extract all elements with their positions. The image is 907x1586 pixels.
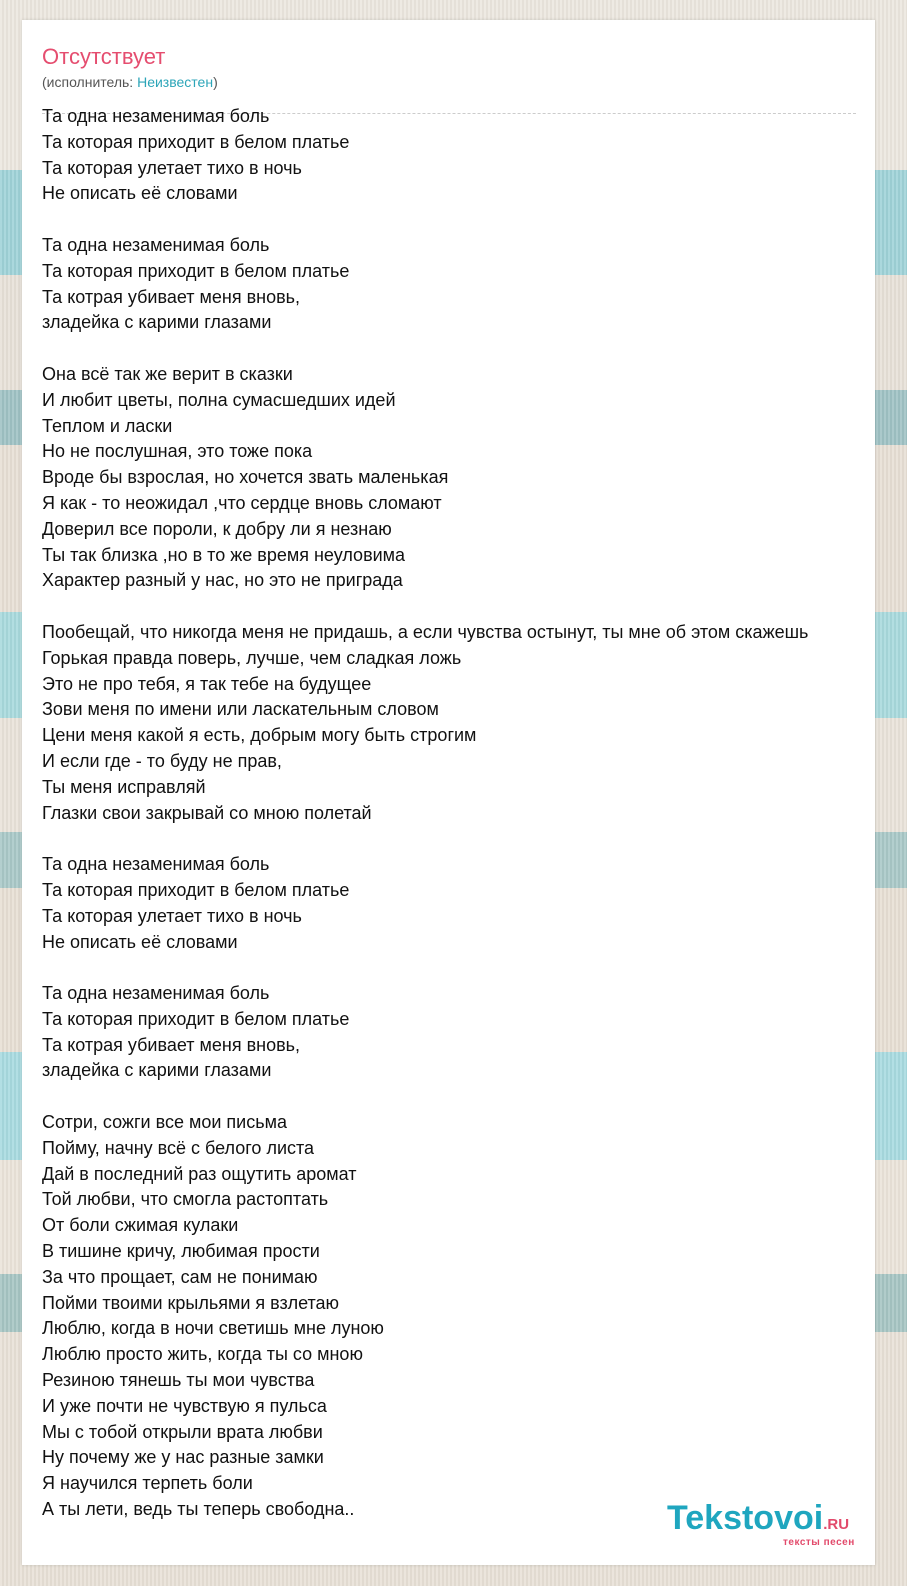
artist-link[interactable]: Неизвестен [137, 74, 214, 90]
lyrics-line: А ты лети, ведь ты теперь свободна.. [42, 1499, 355, 1520]
lyrics-line: Теплом и ласки [42, 415, 173, 436]
lyrics-line: Ну почему же у нас разные замки [42, 1447, 324, 1468]
lyrics-line: От боли сжимая кулаки [42, 1215, 239, 1236]
lyrics-line: Люблю просто жить, когда ты со мною [42, 1344, 363, 1365]
lyrics-line: Пообещай, что никогда меня не придашь, а если чувства остынут, ты мне об этом скажешь [42, 621, 809, 642]
lyrics-line: Доверил все пороли, к добру ли я незнаю [42, 518, 392, 539]
lyrics-blank-line [42, 826, 902, 852]
lyrics-blank-line [42, 955, 902, 981]
lyrics-line: Та одна незаменимая боль [42, 106, 270, 126]
artist-prefix: (исполнитель: [42, 74, 138, 90]
lyrics-line: Я научился терпеть боли [42, 1473, 253, 1494]
lyrics-line: Пойми твоими крыльями я взлетаю [42, 1292, 340, 1313]
lyrics-line: Не описать её словами [42, 931, 238, 952]
logo-tagline: тексты песен [783, 1537, 855, 1548]
lyrics-line: Вроде бы взрослая, но хочется звать маленькая [42, 467, 449, 488]
lyrics-line: И любит цветы, полна сумасшедших идей [42, 389, 396, 410]
lyrics-line: Горькая правда поверь, лучше, чем сладкая ложь [42, 647, 462, 668]
lyrics-line: Дай в последний раз ощутить аромат [42, 1163, 357, 1184]
lyrics-line: Та которая приходит в белом платье [42, 879, 350, 900]
song-title: Отсутствует [42, 44, 166, 69]
lyrics-line: Та которая улетает тихо в ночь [42, 157, 302, 178]
lyrics-line: Мы с тобой открыли врата любви [42, 1421, 323, 1442]
lyrics-line: Сотри, сожги все мои письма [42, 1112, 287, 1133]
lyrics-line: Зови меня по имени или ласкательным словом [42, 699, 439, 720]
lyrics-line: Той любви, что смогла растоптать [42, 1189, 329, 1210]
lyrics-line: За что прощает, сам не понимаю [42, 1266, 318, 1287]
logo-main: Tekstovoi [667, 1499, 824, 1537]
artist-line [42, 73, 856, 91]
lyrics-blank-line [42, 1084, 902, 1110]
lyrics-line: Та котрая убивает меня вновь, [42, 1034, 301, 1055]
lyrics-line: Та которая приходит в белом платье [42, 131, 350, 152]
lyrics-blank-line [42, 207, 902, 233]
lyrics-line: Та которая приходит в белом платье [42, 1008, 350, 1029]
tekstovoi-logo[interactable] [667, 1498, 877, 1560]
lyrics-line: Та одна незаменимая боль [42, 234, 270, 255]
lyrics-line: Резиною тянешь ты мои чувства [42, 1370, 315, 1391]
artist-suffix: ) [213, 74, 218, 90]
lyrics-line: Та котрая убивает меня вновь, [42, 286, 301, 307]
lyrics-line: зладейка с карими глазами [42, 312, 272, 333]
lyrics-card [22, 20, 875, 1565]
lyrics-line: Та одна незаменимая боль [42, 854, 270, 875]
lyrics-line: И уже почти не чувствую я пульса [42, 1395, 327, 1416]
lyrics-line: Глазки свои закрывай со мною полетай [42, 802, 372, 823]
lyrics-line: Характер разный у нас, но это не приграда [42, 570, 403, 591]
lyrics-line: Это не про тебя, я так тебе на будущее [42, 673, 372, 694]
lyrics-line: Она всё так же верит в сказки [42, 363, 293, 384]
lyrics-line: Цени меня какой я есть, добрым могу быть строгим [42, 725, 477, 746]
lyrics-line: Пойму, начну всё с белого листа [42, 1137, 315, 1158]
lyrics-line: Та которая приходит в белом платье [42, 260, 350, 281]
lyrics-blank-line [42, 594, 902, 620]
lyrics-blank-line [42, 336, 902, 362]
lyrics-line: Не описать её словами [42, 183, 238, 204]
lyrics-line: Та которая улетает тихо в ночь [42, 905, 302, 926]
lyrics-line: Люблю, когда в ночи светишь мне луною [42, 1318, 384, 1339]
lyrics-line: Ты меня исправляй [42, 776, 206, 797]
lyrics-text [42, 104, 902, 1523]
lyrics-line: И если где - то буду не прав, [42, 750, 282, 771]
logo-suffix: .RU [823, 1516, 850, 1533]
lyrics-line: Но не послушная, это тоже пока [42, 441, 313, 462]
lyrics-line: Та одна незаменимая боль [42, 983, 270, 1004]
lyrics-line: В тишине кричу, любимая прости [42, 1241, 320, 1262]
lyrics-line: зладейка с карими глазами [42, 1060, 272, 1081]
lyrics-line: Я как - то неожидал ,что сердце вновь сломают [42, 492, 442, 513]
lyrics-line: Ты так близка ,но в то же время неуловима [42, 544, 406, 565]
